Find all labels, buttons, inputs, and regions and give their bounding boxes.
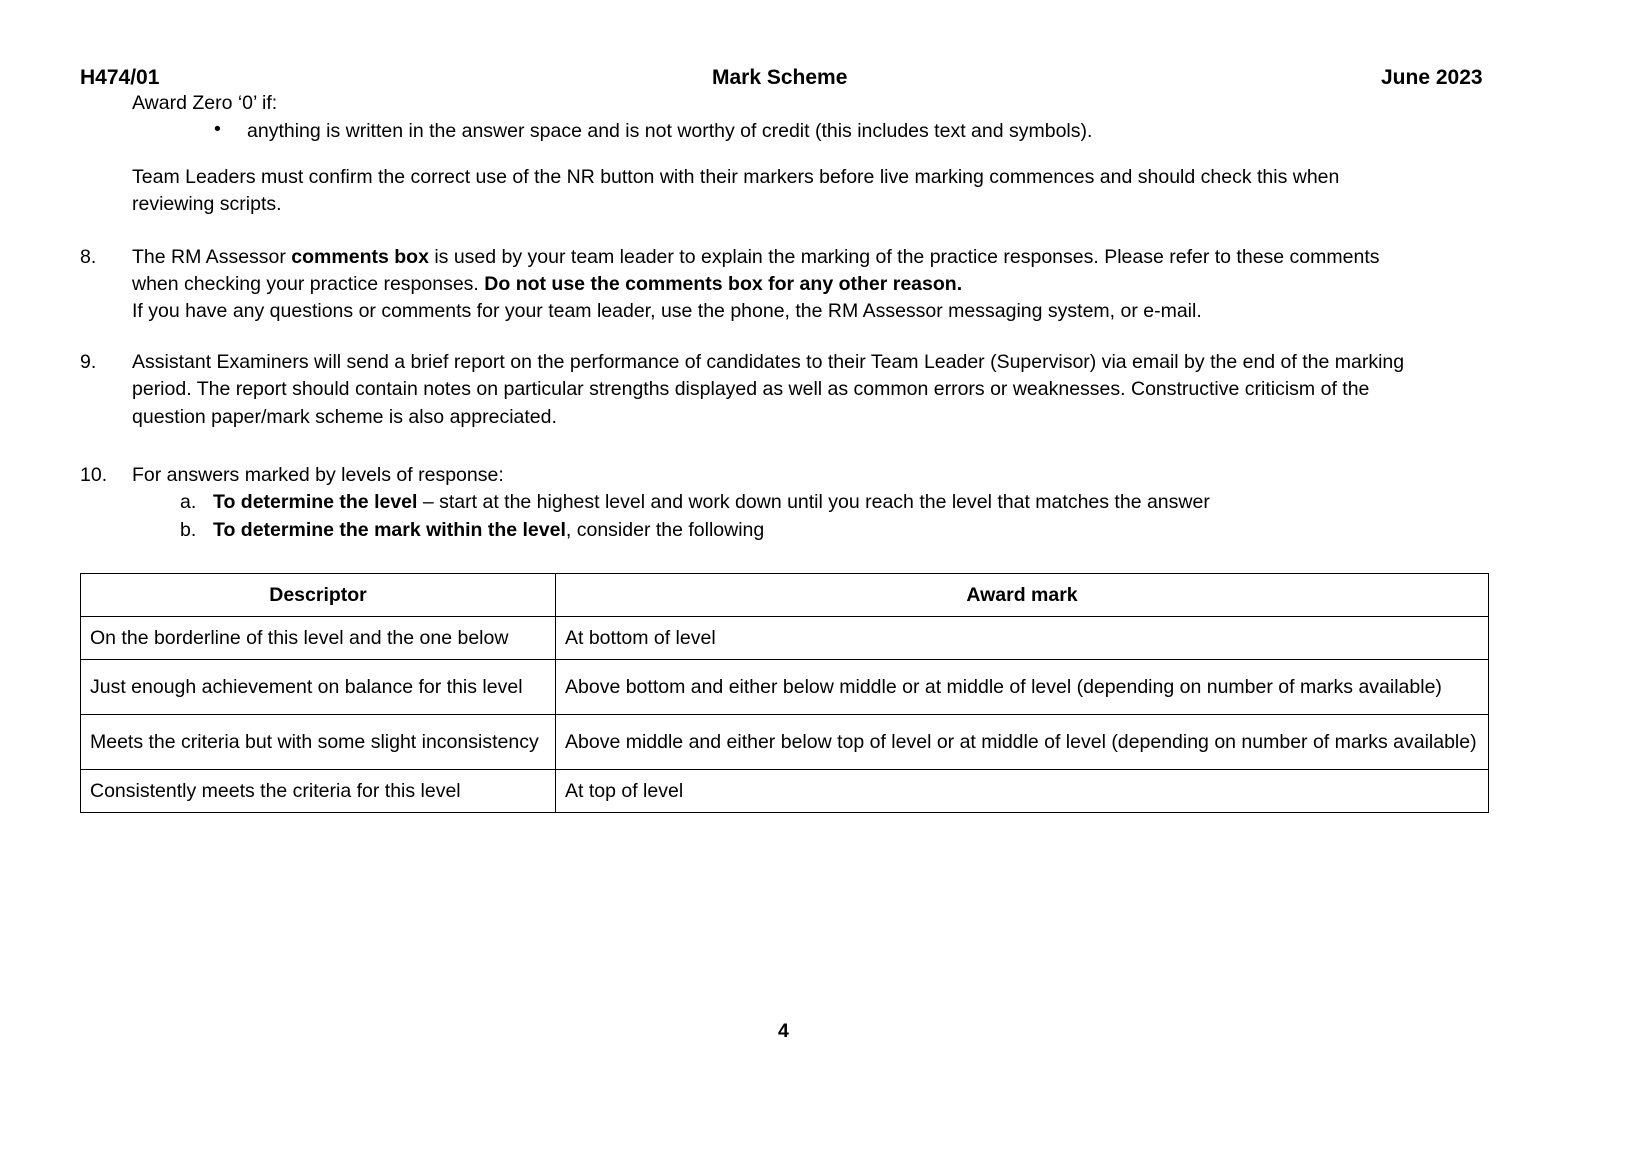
item9-line: question paper/mark scheme is also appreciated.	[132, 406, 557, 428]
item-number: 8.	[80, 246, 97, 268]
text: when checking your practice responses.	[132, 273, 485, 295]
award-cell: Above middle and either below top of level or at middle of level (depending on number of marks available)	[556, 715, 1489, 770]
award-zero-intro: Award Zero ‘0’ if:	[132, 92, 278, 114]
item10-a	[213, 489, 1210, 516]
table-row	[81, 770, 1489, 813]
item10-b	[213, 517, 764, 544]
paper-code: H474/01	[80, 66, 160, 89]
team-leaders-line: reviewing scripts.	[132, 193, 282, 215]
sub-label: a.	[180, 491, 197, 513]
table-row	[81, 617, 1489, 660]
text: , consider the following	[565, 519, 765, 541]
bullet: •	[214, 118, 221, 140]
exam-date: June 2023	[1381, 66, 1483, 89]
text: The RM Assessor	[132, 246, 292, 268]
award-zero-item: anything is written in the answer space and is not worthy of credit (this includes text and symbols).	[247, 120, 1093, 142]
bold-text: To determine the mark within the level	[213, 519, 566, 541]
document-title: Mark Scheme	[712, 66, 848, 89]
bold-text: Do not use the comments box for any other reason.	[484, 273, 963, 295]
item10-intro: For answers marked by levels of response:	[132, 464, 504, 486]
text: is used by your team leader to explain the marking of the practice responses. Please refer to these comments	[428, 246, 1380, 268]
table-row	[81, 660, 1489, 715]
item-number: 9.	[80, 351, 97, 373]
descriptor-cell: On the borderline of this level and the one below	[81, 617, 556, 660]
descriptor-cell: Consistently meets the criteria for this level	[81, 770, 556, 813]
levels-table	[80, 573, 1489, 813]
item-number: 10.	[80, 464, 108, 486]
item8-line	[132, 271, 962, 298]
bold-text: comments box	[291, 246, 429, 268]
team-leaders-line: Team Leaders must confirm the correct use of the NR button with their markers before live marking commences and should check this when	[132, 166, 1340, 188]
column-header: Descriptor	[81, 574, 556, 617]
item8-line: If you have any questions or comments for your team leader, use the phone, the RM Assessor messaging system, or e-mail.	[132, 300, 1202, 322]
sub-label: b.	[180, 519, 197, 541]
table-row	[81, 715, 1489, 770]
descriptor-cell: Just enough achievement on balance for this level	[81, 660, 556, 715]
descriptor-cell: Meets the criteria but with some slight inconsistency	[81, 715, 556, 770]
item9-line: period. The report should contain notes on particular strengths displayed as well as common errors or weaknesses. Constructive criticism of the	[132, 378, 1370, 400]
page-number: 4	[778, 1020, 789, 1042]
column-header: Award mark	[556, 574, 1489, 617]
award-cell: At bottom of level	[556, 617, 1489, 660]
item8-line	[132, 244, 1380, 271]
award-cell: At top of level	[556, 770, 1489, 813]
text: – start at the highest level and work down until you reach the level that matches the answer	[417, 491, 1210, 513]
award-cell: Above bottom and either below middle or at middle of level (depending on number of marks available)	[556, 660, 1489, 715]
item9-line: Assistant Examiners will send a brief report on the performance of candidates to their Team Leader (Supervisor) via email by the end of the marking	[132, 351, 1405, 373]
bold-text: To determine the level	[213, 491, 418, 513]
